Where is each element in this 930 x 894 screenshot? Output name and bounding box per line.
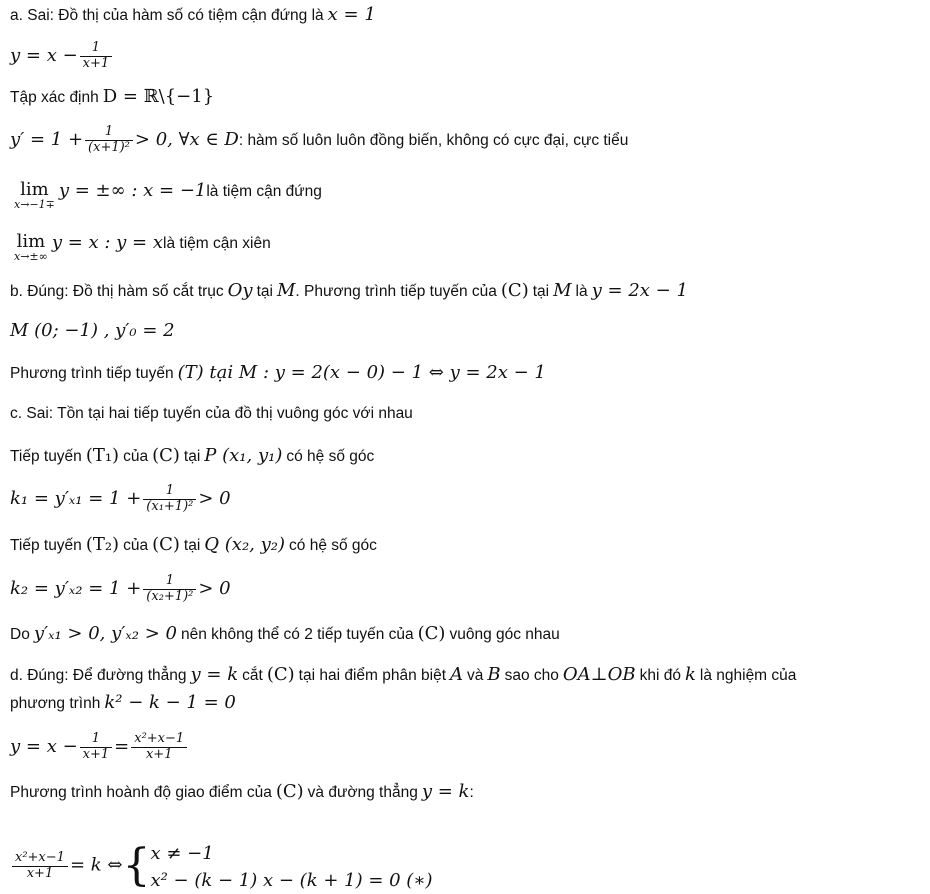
statement-d-line2-math: k² − k − 1 = 0	[104, 692, 236, 713]
conclusion-c-math2: (C)	[417, 623, 446, 644]
statement-d-math3: A	[450, 664, 464, 685]
statement-d-math5: OA⊥OB	[562, 664, 636, 685]
intersection-part2: và đường thẳng	[307, 784, 418, 801]
statement-b-part1: b. Đúng: Đồ thị hàm số cắt trục	[10, 283, 224, 300]
tangent-t1-line	[0, 447, 384, 465]
tangent-t1-math1: (T₁)	[85, 445, 120, 466]
intersection-math2: y = k	[421, 781, 470, 802]
function-rewrite-lhs: y = x −	[10, 736, 78, 758]
tangent-t1-prefix: Tiếp tuyến	[10, 448, 82, 465]
statement-d-line1	[0, 666, 806, 684]
slope-k1-numerator: 1	[143, 484, 196, 500]
tangent-t2-prefix: Tiếp tuyến	[10, 537, 82, 554]
function-fraction	[80, 41, 113, 72]
conclusion-c-part2: nên không thể có 2 tiếp tuyến của	[180, 626, 414, 643]
limit-body-1: y = ±∞ : x = −1	[58, 180, 207, 202]
conclusion-c-part3: vuông góc nhau	[449, 626, 560, 643]
limit-oblique-asymptote	[0, 230, 281, 263]
tangent-t2-part2: của	[123, 537, 149, 554]
statement-c-text: c. Sai: Tồn tại hai tiếp tuyến của đồ thị vuông góc với nhau	[10, 405, 413, 422]
limit-operator-2	[14, 233, 48, 262]
slope-k2-tail: > 0	[198, 578, 231, 600]
tangent-equation-label: Phương trình tiếp tuyến	[10, 365, 174, 382]
statement-b-math3: (C)	[500, 280, 529, 301]
statement-d-line2-label: phương trình	[10, 695, 101, 712]
domain-line	[0, 88, 224, 106]
final-numerator: x²+x−1	[12, 851, 68, 867]
tangent-t1-part3: tại	[183, 448, 201, 465]
tangent-t1-part4: có hệ số góc	[286, 448, 375, 465]
derivative-frac-numerator: 1	[85, 125, 133, 141]
derivative-fraction	[85, 125, 133, 156]
conclusion-c-math1: y′ₓ₁ > 0, y′ₓ₂ > 0	[33, 623, 177, 644]
limit-text-2: là tiệm cận xiên	[163, 235, 271, 253]
tangent-equation-math: (T) tại M : y = 2(x − 0) − 1 ⇔ y = 2x − 1	[177, 362, 546, 383]
system-case-2: x² − (k − 1) x − (k + 1) = 0 (∗)	[150, 870, 433, 891]
statement-d-part1: d. Đúng: Để đường thẳng	[10, 667, 187, 684]
intersection-equation-text	[0, 783, 484, 801]
derivative-lhs: y′ = 1 +	[10, 129, 84, 151]
conclusion-c-part1: Do	[10, 626, 30, 643]
statement-a	[0, 6, 386, 24]
limit-word-2: lim	[16, 231, 46, 252]
limit-vertical-asymptote	[0, 178, 332, 211]
slope-k2-line	[0, 575, 241, 606]
function-rewrite-fraction-1	[80, 732, 113, 763]
statement-b-math1: Oy	[227, 280, 253, 301]
statement-d-part2: cắt	[242, 667, 263, 684]
slope-k2-numerator: 1	[143, 574, 196, 590]
function-frac-numerator: 1	[80, 41, 113, 57]
statement-d-part6: khi đó	[639, 667, 681, 684]
function-rewrite-equals: =	[114, 736, 130, 758]
slope-k1-tail: > 0	[198, 488, 231, 510]
derivative-frac-denominator: (x+1)²	[88, 139, 130, 155]
slope-k1-line	[0, 485, 241, 516]
final-fraction	[12, 851, 68, 882]
statement-d-math1: y = k	[190, 664, 239, 685]
statement-c	[0, 406, 423, 422]
slope-k1-fraction	[143, 484, 196, 515]
intersection-math1: (C)	[275, 781, 304, 802]
statement-b-math5: y = 2x − 1	[591, 280, 688, 301]
slope-k1-lhs: k₁ = y′ₓ₁ = 1 +	[10, 488, 142, 510]
function-lhs: y = x −	[10, 45, 78, 67]
slope-k2-fraction	[143, 574, 196, 605]
function-rewrite-num-2: x²+x−1	[131, 732, 187, 748]
statement-b-part3: . Phương trình tiếp tuyến của	[295, 283, 497, 300]
tangent-t2-math2: (C)	[152, 534, 180, 555]
domain-label: Tập xác định	[10, 89, 99, 106]
final-denominator: x+1	[26, 865, 54, 881]
function-rewrite-num-1: 1	[80, 732, 113, 748]
slope-k2-lhs: k₂ = y′ₓ₂ = 1 +	[10, 578, 142, 600]
limit-body-2: y = x : y = x	[51, 232, 164, 254]
statement-a-text: a. Sai: Đồ thị của hàm số có tiệm cận đứng là	[10, 7, 324, 24]
statement-d-part3: tại hai điểm phân biệt	[298, 667, 447, 684]
statement-b-math4: M	[553, 280, 572, 301]
system-brace: {	[122, 840, 151, 892]
statement-b-math2: M	[276, 280, 296, 301]
statement-d-math2: (C)	[266, 664, 295, 685]
statement-d-line2	[0, 694, 246, 712]
limit-subscript-2: x→±∞	[14, 250, 48, 263]
domain-math: D = ℝ\{−1}	[102, 86, 215, 107]
statement-a-math: x = 1	[327, 4, 376, 25]
statement-b	[0, 282, 698, 300]
function-definition	[0, 42, 124, 73]
statement-d-math6: k	[684, 664, 696, 685]
point-m-line	[0, 322, 185, 340]
limit-subscript-1: x→−1∓	[14, 198, 55, 211]
statement-d-part7: là nghiệm của	[699, 667, 797, 684]
tangent-t1-part2: của	[123, 448, 149, 465]
intersection-part3: :	[469, 784, 474, 801]
tangent-t2-part3: tại	[183, 537, 201, 554]
function-rewrite-den-1: x+1	[82, 746, 110, 762]
final-system-line	[0, 840, 443, 894]
function-rewrite-line	[0, 733, 199, 764]
limit-text-1: là tiệm cận đứng	[206, 183, 322, 201]
limit-operator-1	[14, 181, 55, 210]
tangent-t1-math3: P (x₁, y₁)	[204, 445, 283, 466]
statement-b-part5: là	[575, 283, 588, 300]
tangent-equation-line	[0, 364, 556, 382]
tangent-t2-line	[0, 536, 387, 554]
derivative-condition: > 0, ∀x ∈ D	[134, 129, 239, 151]
statement-b-part2: tại	[256, 283, 273, 300]
tangent-t2-math3: Q (x₂, y₂)	[204, 534, 286, 555]
tangent-t2-math1: (T₂)	[85, 534, 120, 555]
tangent-t1-math2: (C)	[152, 445, 180, 466]
tangent-t2-part4: có hệ số góc	[289, 537, 377, 554]
system-case-1: x ≠ −1	[150, 843, 214, 864]
derivative-text: : hàm số luôn luôn đồng biến, không có cực đại, cực tiểu	[238, 132, 629, 150]
statement-d-part4: và	[467, 667, 484, 684]
system-cases	[150, 840, 432, 894]
final-equals: = k ⇔	[69, 854, 123, 876]
limit-word-1: lim	[20, 179, 49, 200]
intersection-part1: Phương trình hoành độ giao điểm của	[10, 784, 272, 801]
statement-d-part5: sao cho	[504, 667, 559, 684]
function-rewrite-fraction-2	[131, 732, 187, 763]
conclusion-c-line	[0, 625, 570, 643]
slope-k2-denominator: (x₂+1)²	[146, 588, 194, 604]
function-frac-denominator: x+1	[82, 55, 110, 71]
derivative-line	[0, 126, 638, 157]
point-m-math: M (0; −1) , y′₀ = 2	[10, 320, 175, 341]
statement-d-math4: B	[487, 664, 501, 685]
slope-k1-denominator: (x₁+1)²	[146, 498, 194, 514]
function-rewrite-den-2: x+1	[145, 746, 173, 762]
statement-b-part4: tại	[532, 283, 550, 300]
